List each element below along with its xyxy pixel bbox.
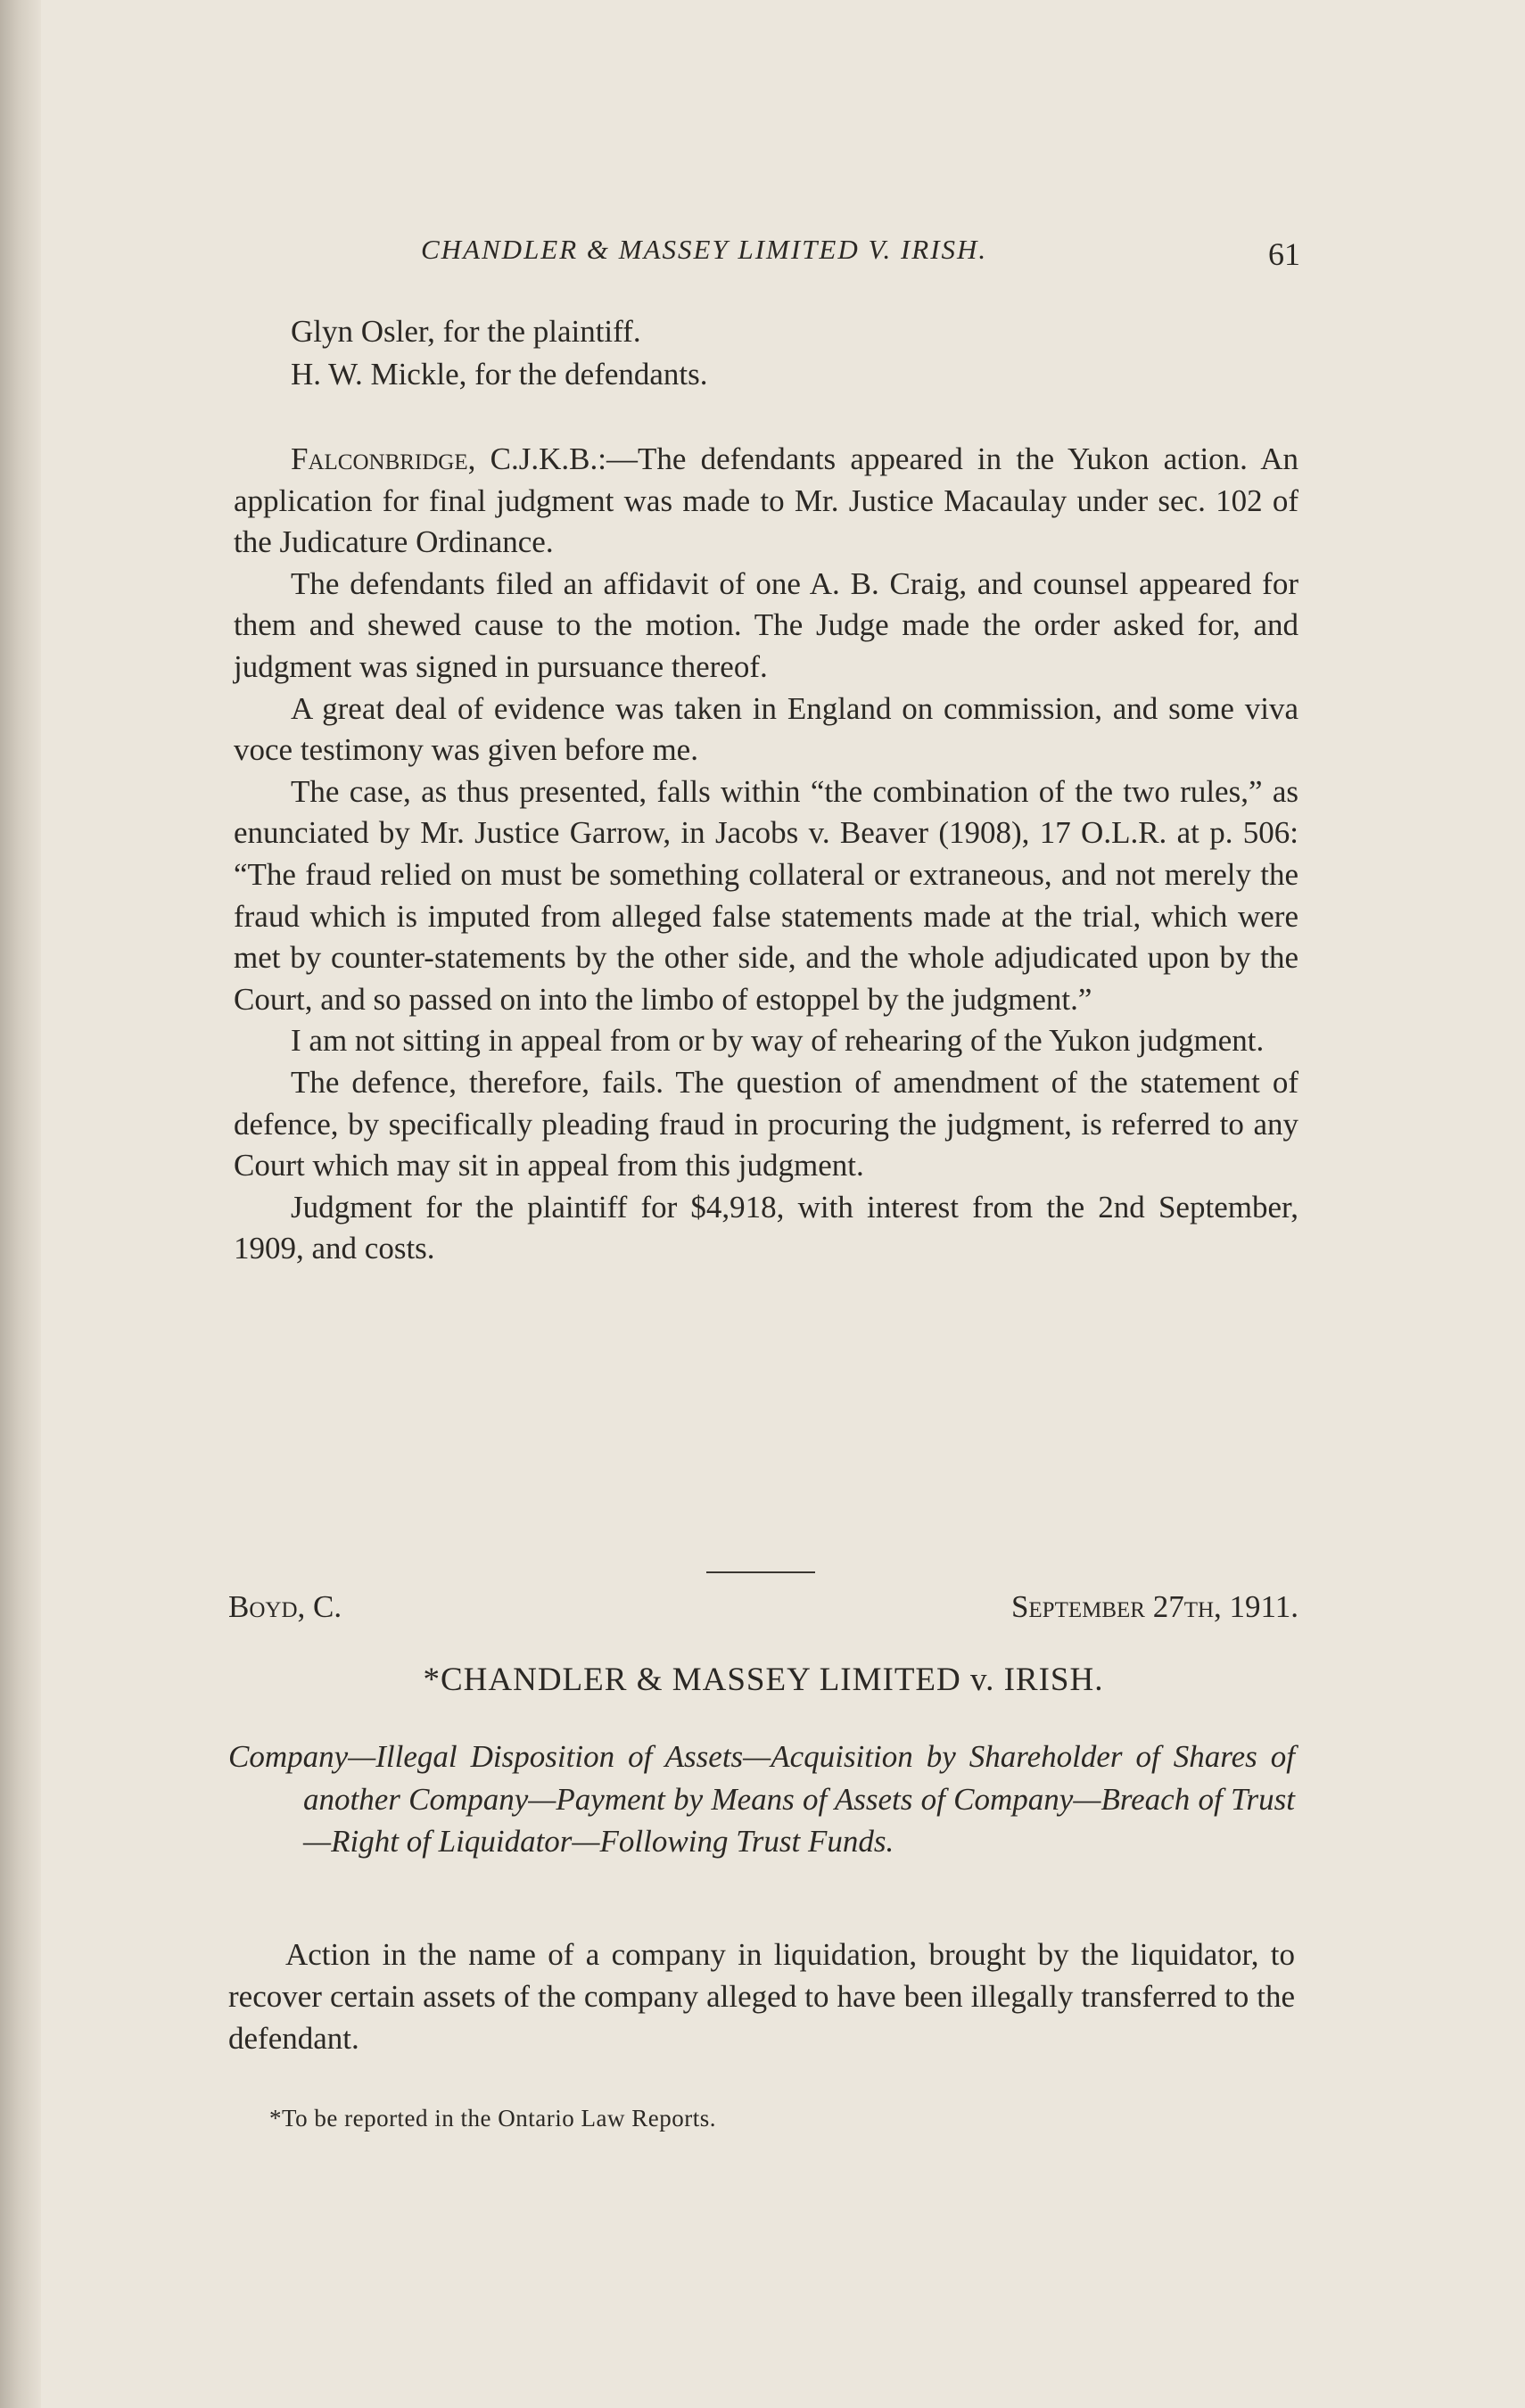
book-spine-shadow <box>0 0 41 2408</box>
judgment-paragraph: The case, as thus presented, falls within “the combination of the two rules,” as enunciated by Mr. Justice Garrow, in Jacobs v. Beaver (1908), 17 O.L.R. at p. 506: “The fraud relied on must be something collateral or extraneous, and not merely the fraud which is imputed from alleged false statements made at the trial, which were met by counter-statements by the other side, and the whole adjudicated upon by the Court, and so passed on into the limbo of estoppel by the judgment.” <box>234 773 1298 1017</box>
judgment-paragraph: I am not sitting in appeal from or by way of rehearing of the Yukon judgment. <box>291 1023 1265 1059</box>
case-title: *CHANDLER & MASSEY LIMITED v. IRISH. <box>423 1662 1104 1698</box>
running-head <box>228 234 1298 278</box>
running-title: CHANDLER & MASSEY LIMITED V. IRISH. <box>421 234 988 265</box>
judgment-body <box>234 439 1298 1270</box>
counsel-plaintiff: Glyn Osler, for the plaintiff. <box>291 314 641 349</box>
case-header <box>228 1589 1298 1632</box>
judgment-paragraph <box>234 439 1298 564</box>
judgment-paragraph: The defence, therefore, fails. The question of amendment of the statement of defence, by specifically pleading fraud in procuring the judgment, is referred to any Court which may sit in appeal from this judgment. <box>234 1064 1298 1183</box>
document-page <box>228 0 1298 2408</box>
judgment-paragraph: Judgment for the plaintiff for $4,918, with interest from the 2nd September, 1909, and costs. <box>234 1189 1298 1266</box>
judge-title: C.J.K.B.: <box>490 441 606 476</box>
counsel-defendants: H. W. Mickle, for the defendants. <box>291 357 708 392</box>
paragraph-text: —The defendants appeared in the Yukon action. An application for final judgment was made to Mr. Justice Macaulay under sec. 102 of the Judicature Ordinance. <box>234 441 1299 560</box>
section-divider <box>706 1571 815 1573</box>
counsel-block <box>291 310 1298 396</box>
case-date: September 27th, 1911. <box>1010 1589 1298 1624</box>
page-number: 61 <box>1268 236 1300 272</box>
case-judge: Boyd, C. <box>228 1589 342 1624</box>
case-summary: Action in the name of a company in liquidation, brought by the liquidator, to recover certain assets of the company alleged to have been illegally transferred to the defendant. <box>228 1937 1295 2056</box>
judge-name: Falconbridge, <box>291 441 476 476</box>
footnote: *To be reported in the Ontario Law Reports. <box>269 2105 716 2132</box>
judgment-paragraph: A great deal of evidence was taken in England on commission, and some viva voce testimony was given before me. <box>234 690 1298 768</box>
judgment-paragraph: The defendants filed an affidavit of one A. B. Craig, and counsel appeared for them and shewed cause to the motion. The Judge made the order asked for, and judgment was signed in pursuance thereof. <box>234 565 1298 684</box>
headnote: Company—Illegal Disposition of Assets—Acquisition by Shareholder of Shares of another Company—Payment by Means of Assets of Company—Breach of Trust—Right of Liquidator—Following Trust Funds. <box>228 1739 1295 1859</box>
